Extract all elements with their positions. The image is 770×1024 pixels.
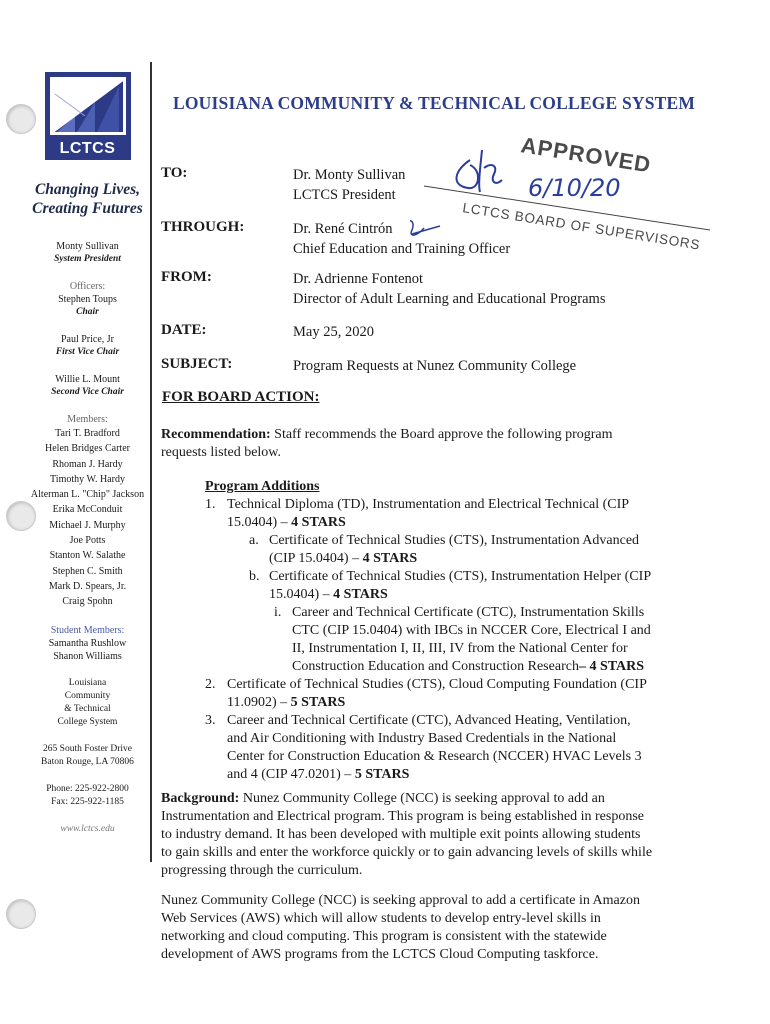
- recommendation-label: Recommendation:: [161, 427, 271, 442]
- through-initials: [410, 221, 440, 235]
- paragraph-line: development of AWS programs from the LCTCS Cloud Computing taskforce.: [161, 947, 599, 962]
- approval-initials: [456, 150, 502, 192]
- background-paragraph-2: [161, 892, 681, 964]
- member-name: Michael J. Murphy: [49, 519, 126, 531]
- student-members-heading: Student Members:: [50, 624, 125, 636]
- background-label: Background:: [161, 791, 240, 806]
- logo-text: LCTCS: [59, 140, 116, 157]
- board-action-heading: FOR BOARD ACTION:: [162, 389, 320, 405]
- member-name: Helen Bridges Carter: [45, 443, 130, 455]
- item-line: and 4 (CIP 47.0201) –: [227, 767, 355, 782]
- paragraph-line: to gain skills and enter the workforce quickly or to gain advancing levels of skills while: [161, 845, 653, 860]
- item-number: 1.: [205, 497, 216, 512]
- to-label: TO:: [161, 165, 188, 181]
- fax-number: Fax: 225-922-1185: [51, 796, 124, 807]
- from-label: FROM:: [161, 269, 212, 285]
- to-title: LCTCS President: [293, 187, 396, 203]
- member-name: Mark D. Spears, Jr.: [48, 580, 127, 592]
- motto-line-2: Creating Futures: [32, 200, 143, 217]
- org-name-line: Louisiana: [68, 677, 107, 688]
- member-name: Tari T. Bradford: [55, 428, 120, 439]
- paragraph-line: Web Services (AWS) which will allow students to develop entry-level skills in: [161, 911, 601, 926]
- member-name: Joe Potts: [69, 535, 106, 547]
- members-list: [25, 413, 150, 610]
- member-name: Craig Spohn: [62, 596, 113, 608]
- recommendation-text: Staff recommends the Board approve the following program: [270, 427, 613, 442]
- item-line: Certificate of Technical Studies (CTS), Instrumentation Advanced: [269, 533, 640, 548]
- phone-number: Phone: 225-922-2800: [46, 783, 129, 794]
- officer-title: Chair: [76, 307, 99, 317]
- letterhead-title: LOUISIANA COMMUNITY & TECHNICAL COLLEGE SYSTEM: [173, 93, 696, 113]
- members-heading: Members:: [67, 414, 108, 425]
- student-member-name: Samantha Rushlow: [48, 637, 127, 649]
- program-item-3: [161, 712, 681, 784]
- item-line: and Air Conditioning with Industry Based Credentials in the National: [227, 731, 617, 746]
- member-name: Timothy W. Hardy: [50, 473, 125, 485]
- website: www.lctcs.edu: [60, 823, 115, 834]
- through-name: Dr. René Cintrón: [293, 221, 393, 237]
- letterhead-sidebar: [25, 62, 150, 836]
- item-number: b.: [249, 569, 260, 584]
- recommendation: [161, 426, 681, 462]
- paragraph-line: Nunez Community College (NCC) is seeking approval to add an: [239, 791, 605, 806]
- to-block: [293, 165, 405, 205]
- org-name-line: Community: [64, 690, 111, 701]
- recommendation-text: requests listed below.: [161, 445, 282, 460]
- president-title: System President: [54, 254, 121, 264]
- item-stars: 5 STARS: [354, 767, 410, 782]
- approval-stamp: [410, 130, 730, 270]
- item-line: 15.0404) –: [227, 515, 292, 530]
- stamp-approved-text: APPROVED: [519, 132, 653, 178]
- stamp-board-text: LCTCS BOARD OF SUPERVISORS: [461, 200, 702, 253]
- paragraph-line: progressing through the curriculum.: [161, 863, 363, 878]
- approval-date: 6/10/20: [528, 174, 621, 202]
- date-value: May 25, 2020: [293, 324, 374, 340]
- item-line: Center for Construction Education & Research (NCCER) HVAC Levels 3: [227, 749, 642, 764]
- subject-value: Program Requests at Nunez Community College: [293, 358, 577, 374]
- item-line: Career and Technical Certificate (CTC), Advanced Heating, Ventilation,: [227, 713, 631, 728]
- program-additions-heading: Program Additions: [205, 479, 320, 494]
- from-title: Director of Adult Learning and Educational Programs: [293, 291, 606, 307]
- item-line: Construction Education and Construction Research: [292, 659, 579, 674]
- member-name: Stanton W. Salathe: [49, 550, 126, 562]
- paragraph-line: to industry demand. It has been developed with multiple exit points allowing students: [161, 827, 641, 842]
- item-stars: 4 STARS: [362, 551, 418, 566]
- president-name: Monty Sullivan: [56, 241, 119, 252]
- program-item-2: [161, 676, 681, 712]
- lctcs-logo: [45, 72, 131, 160]
- subject-label: SUBJECT:: [161, 356, 233, 372]
- item-stars: – 4 STARS: [578, 659, 645, 674]
- program-item-1a: [161, 532, 681, 568]
- item-line: Certificate of Technical Studies (CTS), Cloud Computing Foundation (CIP: [227, 677, 647, 692]
- student-member-name: Shanon Williams: [53, 650, 122, 662]
- paragraph-line: Instrumentation and Electrical program. This program is being established in response: [161, 809, 645, 824]
- item-line: Certificate of Technical Studies (CTS), Instrumentation Helper (CIP: [269, 569, 652, 584]
- date-label: DATE:: [161, 322, 207, 338]
- org-name-line: College System: [57, 716, 118, 727]
- paragraph-line: Nunez Community College (NCC) is seeking approval to add a certificate in Amazon: [161, 893, 640, 908]
- officers-heading: Officers:: [69, 281, 106, 292]
- item-number: i.: [274, 605, 282, 620]
- item-line: Career and Technical Certificate (CTC), Instrumentation Skills: [292, 605, 645, 620]
- item-number: a.: [249, 533, 259, 548]
- member-name: Erika McConduit: [52, 504, 123, 516]
- address-line: 265 South Foster Drive: [43, 743, 132, 754]
- item-stars: 4 STARS: [333, 587, 388, 602]
- officer-name: Willie L. Mount: [55, 374, 120, 385]
- address-line: Baton Rouge, LA 70806: [41, 756, 134, 767]
- motto-line-1: Changing Lives,: [34, 181, 141, 198]
- program-item-1bi: [161, 604, 681, 676]
- item-line: II, Instrumentation I, II, III, IV from the National Center for: [292, 641, 628, 656]
- from-name: Dr. Adrienne Fontenot: [293, 271, 424, 287]
- through-label: THROUGH:: [161, 219, 245, 235]
- officer-name: Paul Price, Jr: [60, 334, 115, 345]
- to-name: Dr. Monty Sullivan: [293, 167, 406, 183]
- org-name-line: & Technical: [64, 703, 111, 714]
- item-stars: 4 STARS: [291, 515, 346, 530]
- sidebar-divider: [150, 62, 152, 862]
- program-item-1b: [161, 568, 681, 604]
- motto: [25, 180, 150, 218]
- item-number: 2.: [205, 677, 216, 692]
- item-line: (CIP 15.0404) –: [269, 551, 363, 566]
- member-name: Alterman L. "Chip" Jackson: [30, 489, 145, 501]
- item-line: Technical Diploma (TD), Instrumentation and Electrical Technical (CIP: [227, 497, 630, 512]
- member-name: Stephen C. Smith: [52, 565, 123, 577]
- binder-hole-bottom: [6, 899, 36, 929]
- from-block: [293, 269, 605, 309]
- program-additions: [161, 478, 681, 784]
- background-paragraph-1: [161, 790, 681, 880]
- through-title: Chief Education and Training Officer: [293, 241, 511, 257]
- officer-title: Second Vice Chair: [51, 387, 124, 397]
- officer-name: Stephen Toups: [58, 294, 117, 305]
- item-stars: 5 STARS: [290, 695, 346, 710]
- item-line: 11.0902) –: [227, 695, 291, 710]
- paragraph-line: networking and cloud computing. This program is consistent with the statewide: [161, 929, 607, 944]
- officer-title: First Vice Chair: [55, 347, 120, 357]
- member-name: Rhoman J. Hardy: [52, 458, 123, 470]
- program-item-1: [161, 496, 681, 532]
- item-line: CTC (CIP 15.0404) with IBCs in NCCER Core, Electrical I and: [292, 623, 651, 638]
- item-number: 3.: [205, 713, 216, 728]
- item-line: 15.0404) –: [269, 587, 334, 602]
